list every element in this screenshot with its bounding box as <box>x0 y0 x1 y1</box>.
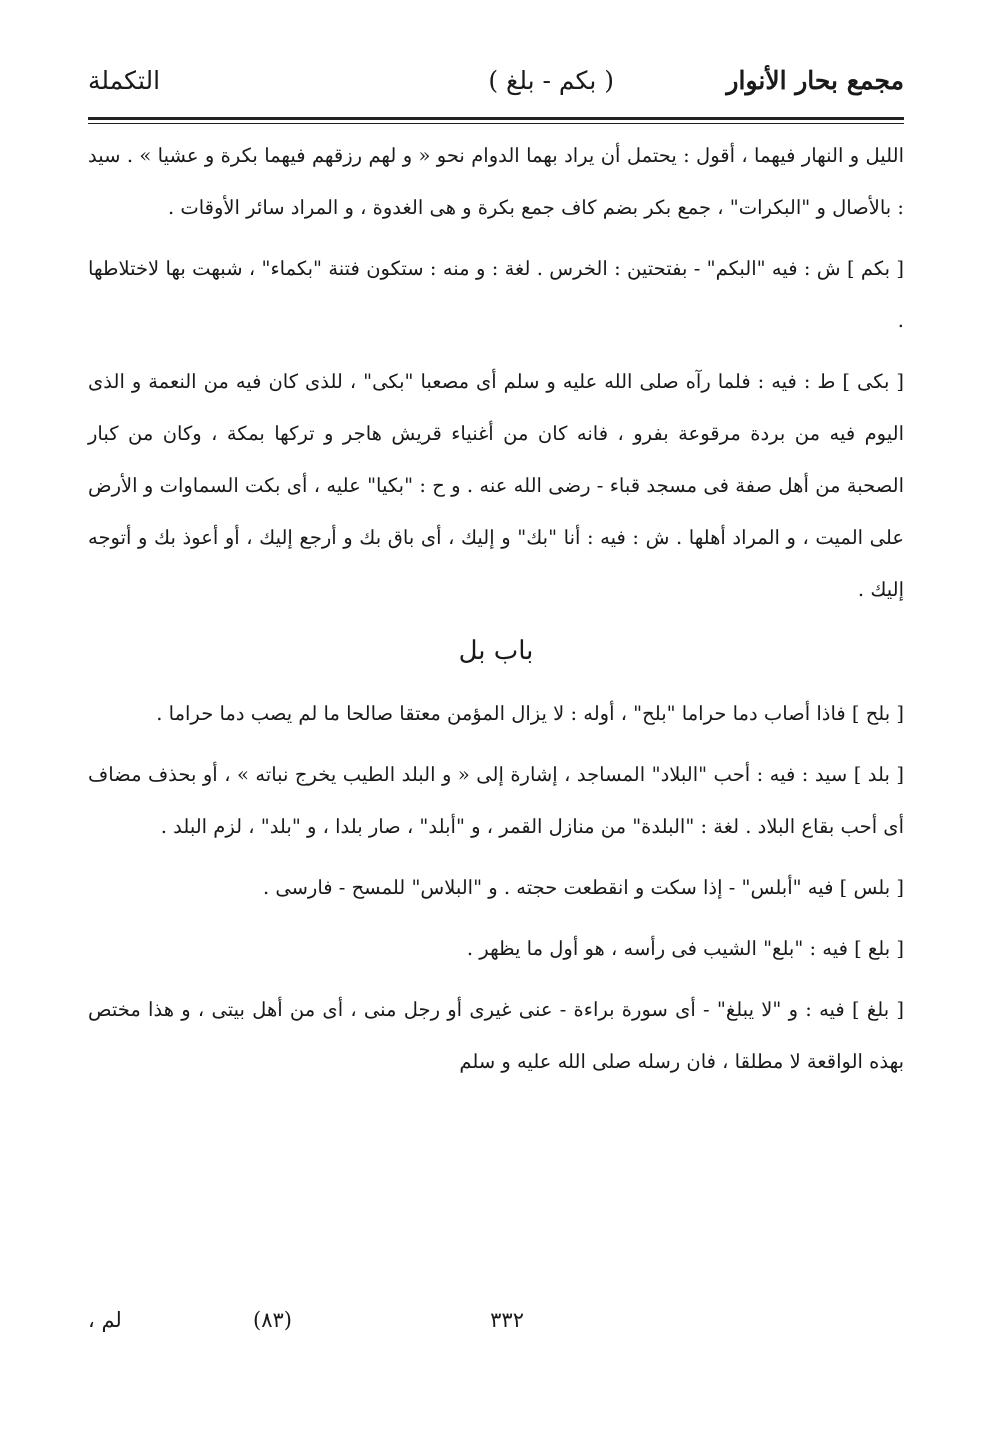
chapter-heading: باب بل <box>458 636 534 666</box>
entry-blg: [ بلغ ] فيه : و "لا يبلغ" - أى سورة براءة - عنى غيرى أو رجل منى ، أى من أهل بيتى ، و هذا مختص بهذه الواقعة لا مطلقا ، فان رسله صلى الله عليه و سلم <box>88 998 904 1073</box>
entry-bla: [ بلع ] فيه : "بلع" الشيب فى رأسه ، هو أول ما يظهر . <box>466 937 904 960</box>
entry-blh: [ بلح ] فاذا أصاب دما حراما "بلح" ، أوله : لا يزال المؤمن معتقا صالحا ما لم يصب دما حراما . <box>156 702 904 725</box>
volume-number: (٨٣) <box>253 1308 292 1332</box>
header-rule-thin <box>88 123 904 124</box>
section-title: التكملة <box>88 66 161 95</box>
book-title: مجمع بحار الأنوار <box>726 66 904 95</box>
entry-bls: [ بلس ] فيه "أبلس" - إذا سكت و انقطعت حجته . و "البلاس" للمسح - فارسى . <box>262 876 904 899</box>
page-number: ٣٣٢ <box>490 1308 524 1332</box>
main-text <box>88 130 904 1097</box>
header-rule-thick <box>88 117 904 120</box>
catchword: لم ، <box>88 1308 122 1332</box>
entry-bld: [ بلد ] سيد : فيه : أحب "البلاد" المساجد ، إشارة إلى « و البلد الطيب يخرج نباته » ، أو بحذف مضاف أى أحب بقاع البلاد . لغة : "البلدة" من منازل القمر ، و "أبلد" ، صار بلدا ، و "بلد" ، لزم البلد . <box>88 763 904 838</box>
running-header <box>88 58 904 104</box>
entry-bkm: [ بكم ] ش : فيه "البكم" - بفتحتين : الخرس . لغة : و منه : ستكون فتنة "بكماء" ، شبهت بها لاختلاطها . <box>88 257 905 332</box>
paragraph-continuation: الليل و النهار فيهما ، أقول : يحتمل أن يراد بهما الدوام نحو « و لهم رزقهم فيهما بكرة و عشيا » . سيد : بالأصال و "البكرات" ، جمع بكر بضم كاف جمع بكرة و هى الغدوة ، و المراد سائر الأوقات . <box>88 144 905 219</box>
entry-range: ( بكم - بلغ ) <box>488 66 614 95</box>
page-footer <box>88 1302 904 1342</box>
entry-bky: [ بكى ] ط : فيه : فلما رآه صلى الله عليه و سلم أى مصعبا "بكى" ، للذى كان فيه من النعمة و الذى اليوم فيه من بردة مرقوعة بفرو ، فانه كان من أغنياء قريش هاجر و تركها بمكة ، وكان من كبار الصحبة من أهل صفة فى مسجد قباء - رضى الله عنه . و ح : "بكيا" عليه ، أى بكت السماوات و الأرض على الميت ، و المراد أهلها . ش : فيه : أنا "بك" و إليك ، أى باق بك و أرجع إليك ، أو أعوذ بك و أتوجه إليك . <box>88 370 904 601</box>
